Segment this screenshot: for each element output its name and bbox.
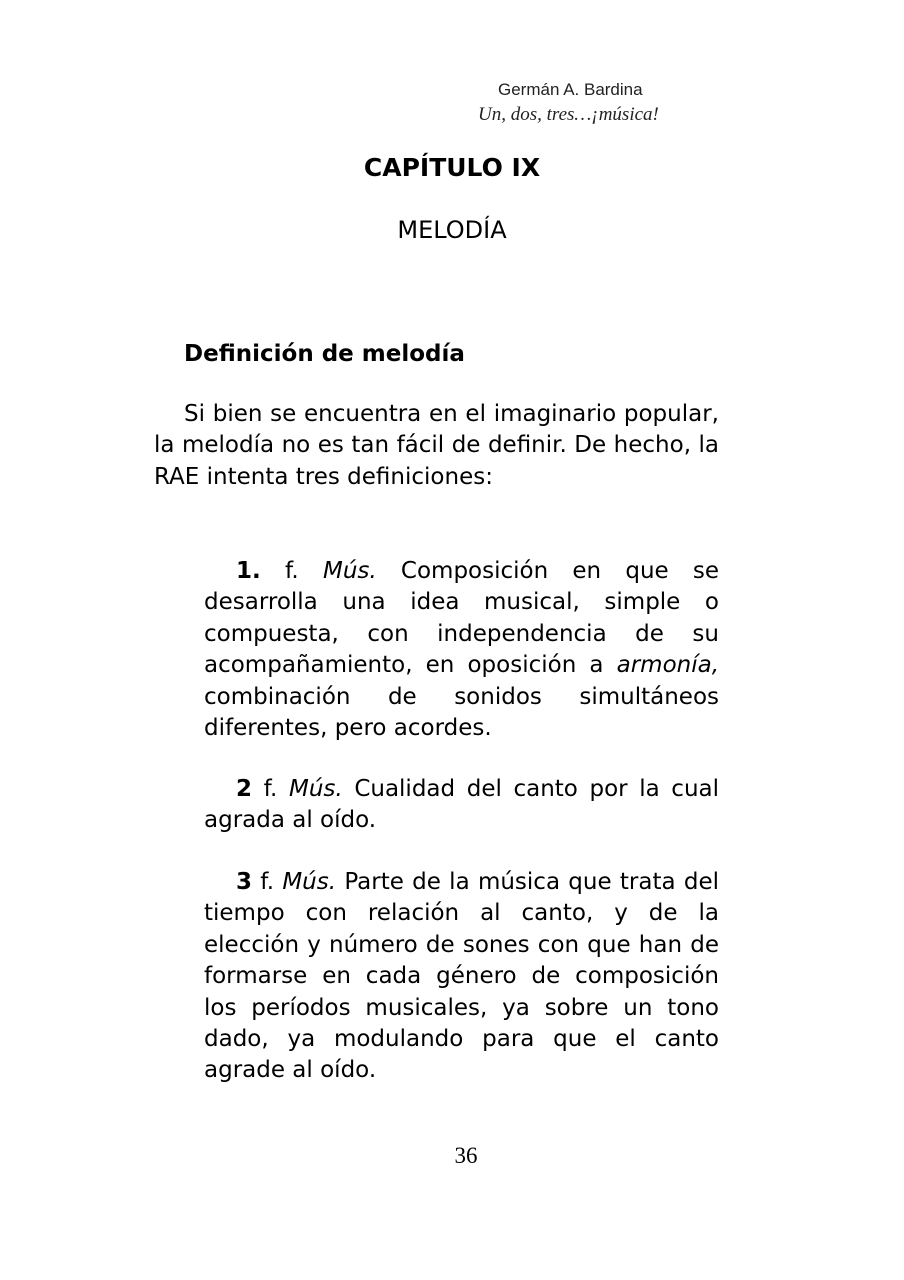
definition-3 [204,867,719,1087]
definition-category: f. [263,776,278,802]
chapter-subtitle: MELODÍA [397,216,507,244]
definition-number: 3 [236,869,253,895]
definition-domain: Mús. [322,558,377,584]
definition-number: 1. [236,558,261,584]
intro-paragraph: Si bien se encuentra en el imaginario popular, la melodía no es tan fácil de definir. De hecho, la RAE intenta tres definiciones: [154,401,719,490]
chapter-title: CAPÍTULO IX [363,153,541,182]
definition-text: Parte de la música que trata del tiempo con relación al canto, y de la elección y número de sones con que han de formarse en cada género de composición los períodos musicales, ya sobre un tono dado, ya modulando para que el canto agrade al oído. [204,869,720,1084]
running-header-book-title: Un, dos, tres…¡música! [478,104,659,125]
definition-category: f. [260,869,275,895]
definition-emphasis: armonía, [616,652,720,679]
definition-2 [204,774,719,837]
definition-text: Composición en que se desarrolla una idea musical, simple o compuesta, con independencia de su acompañamiento, en oposición a [204,558,720,679]
definition-domain: Mús. [288,776,343,802]
definition-text-continued: combinación de sonidos simultáneos diferentes, pero acordes. [204,683,719,742]
section-heading: Definición de melodía [184,341,465,367]
definition-number: 2 [236,776,253,802]
running-header-author: Germán A. Bardina [498,80,643,99]
page-number: 36 [454,1143,478,1168]
definition-text: Cualidad del canto por la cual agrada al oído. [204,776,720,834]
definition-1 [204,556,719,744]
definition-category: f. [284,558,299,584]
definition-domain: Mús. [282,869,337,895]
